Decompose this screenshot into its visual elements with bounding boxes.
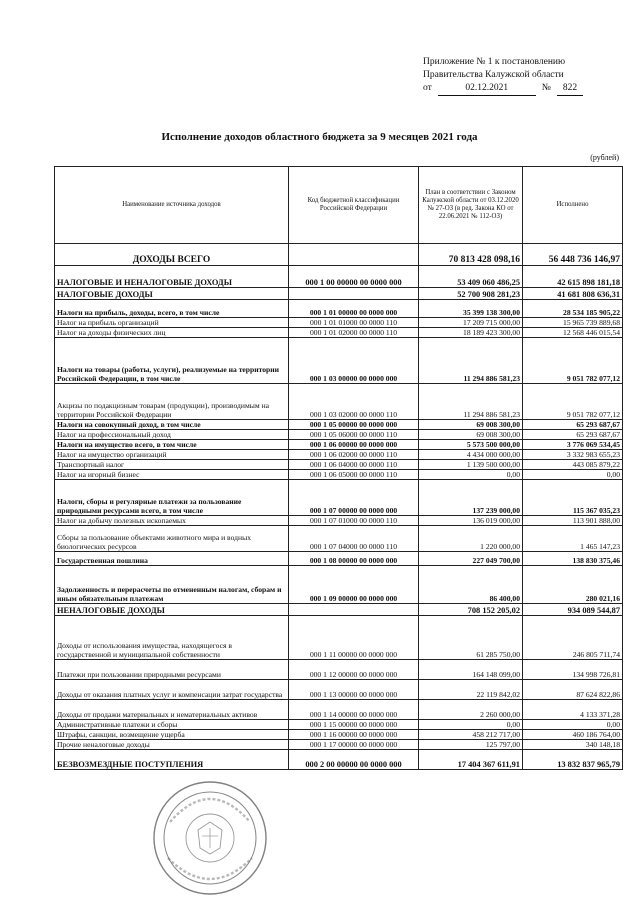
row-code (289, 604, 419, 616)
row-name: Государственная пошлина (55, 552, 289, 566)
row-code: 000 1 16 00000 00 0000 000 (289, 730, 419, 740)
row-exec: 246 805 711,74 (523, 616, 623, 660)
row-code: 000 1 03 02000 00 0000 110 (289, 384, 419, 420)
row-code: 000 1 01 02000 00 0000 110 (289, 328, 419, 338)
row-name: НАЛОГОВЫЕ ДОХОДЫ (55, 288, 289, 300)
row-plan: 86 400,00 (419, 566, 523, 604)
row-name: БЕЗВОЗМЕЗДНЫЕ ПОСТУПЛЕНИЯ (55, 750, 289, 770)
row-exec: 3 332 983 655,23 (523, 450, 623, 460)
table-row (55, 460, 623, 470)
row-exec: 56 448 736 146,97 (523, 244, 623, 266)
approval-line-1: Приложение № 1 к постановлению (423, 57, 566, 67)
row-plan: 708 152 205,02 (419, 604, 523, 616)
table-row (55, 616, 623, 660)
row-plan: 458 212 717,00 (419, 730, 523, 740)
row-name: Налог на прибыль организаций (55, 318, 289, 328)
units-label: (рублей) (590, 153, 619, 162)
table-row (55, 750, 623, 770)
table-row (55, 516, 623, 526)
row-plan: 69 008 300,00 (419, 430, 523, 440)
row-plan: 227 049 700,00 (419, 552, 523, 566)
row-exec: 934 089 544,87 (523, 604, 623, 616)
row-code: 000 1 01 01000 00 0000 110 (289, 318, 419, 328)
revenue-table (54, 166, 623, 770)
row-code: 000 1 01 00000 00 0000 000 (289, 300, 419, 318)
row-name: Доходы от использования имущества, находящегося в государственной и муниципальной собственности (55, 616, 289, 660)
row-name: Платежи при пользовании природными ресурсами (55, 660, 289, 680)
row-exec: 9 051 782 077,12 (523, 384, 623, 420)
row-exec: 115 367 035,23 (523, 480, 623, 516)
row-name: ДОХОДЫ ВСЕГО (55, 244, 289, 266)
row-plan: 164 148 099,00 (419, 660, 523, 680)
row-code: 000 1 08 00000 00 0000 000 (289, 552, 419, 566)
table-row (55, 740, 623, 750)
row-code: 000 1 00 00000 00 0000 000 (289, 266, 419, 288)
row-name: Административные платежи и сборы (55, 720, 289, 730)
row-code: 000 1 06 04000 00 0000 110 (289, 460, 419, 470)
document-title: Исполнение доходов областного бюджета за 9 месяцев 2021 года (161, 131, 478, 143)
column-header-exec: Исполнено (523, 167, 623, 244)
row-plan: 61 285 750,00 (419, 616, 523, 660)
row-code: 000 1 03 00000 00 0000 000 (289, 338, 419, 384)
row-name: Налоги на совокупный доход, в том числе (55, 420, 289, 430)
row-exec: 12 568 446 015,54 (523, 328, 623, 338)
row-code: 000 1 14 00000 00 0000 000 (289, 700, 419, 720)
row-name: Сборы за пользование объектами животного мира и водных биологических ресурсов (55, 526, 289, 552)
row-plan: 22 119 842,02 (419, 680, 523, 700)
row-exec: 340 148,18 (523, 740, 623, 750)
row-name: Налоги на товары (работы, услуги), реализуемые на территории Российской Федерации, в том числе (55, 338, 289, 384)
row-code: 000 1 12 00000 00 0000 000 (289, 660, 419, 680)
table-header-row (55, 167, 623, 244)
row-code: 000 1 06 05000 00 0000 110 (289, 470, 419, 480)
row-plan: 137 239 000,00 (419, 480, 523, 516)
row-code: 000 1 13 00000 00 0000 000 (289, 680, 419, 700)
row-plan: 17 404 367 611,91 (419, 750, 523, 770)
row-exec: 9 051 782 077,12 (523, 338, 623, 384)
row-code: 000 1 17 00000 00 0000 000 (289, 740, 419, 750)
table-row (55, 430, 623, 440)
approval-date: 02.12.2021 (438, 82, 536, 96)
row-exec: 41 681 808 636,31 (523, 288, 623, 300)
row-code: 000 1 06 02000 00 0000 110 (289, 450, 419, 460)
row-plan: 5 573 500 000,00 (419, 440, 523, 450)
table-row (55, 680, 623, 700)
row-plan: 35 399 138 300,00 (419, 300, 523, 318)
row-code: 000 1 05 06000 00 0000 110 (289, 430, 419, 440)
column-header-code: Код бюджетной классификации Российской Федерации (289, 167, 419, 244)
row-code: 000 1 05 00000 00 0000 000 (289, 420, 419, 430)
row-plan: 52 700 908 281,23 (419, 288, 523, 300)
official-seal (150, 778, 270, 898)
table-row (55, 604, 623, 616)
row-name: Налог на имущество организаций (55, 450, 289, 460)
row-name: Налоги на прибыль, доходы, всего, в том числе (55, 300, 289, 318)
table-row (55, 480, 623, 516)
row-exec: 28 534 185 905,22 (523, 300, 623, 318)
table-row (55, 288, 623, 300)
table-body (55, 244, 623, 770)
table-row (55, 266, 623, 288)
row-plan: 70 813 428 098,16 (419, 244, 523, 266)
row-exec: 4 133 371,28 (523, 700, 623, 720)
table-row (55, 300, 623, 318)
row-plan: 0,00 (419, 720, 523, 730)
approval-date-line (423, 82, 623, 96)
row-code: 000 1 15 00000 00 0000 000 (289, 720, 419, 730)
column-header-plan: План в соответствии с Законом Калужской области от 03.12.2020 № 27-ОЗ (в ред. Закона КО от 22.06.2021 № 112-ОЗ) (419, 167, 523, 244)
row-exec: 280 021,16 (523, 566, 623, 604)
row-name: НАЛОГОВЫЕ И НЕНАЛОГОВЫЕ ДОХОДЫ (55, 266, 289, 288)
table-row (55, 526, 623, 552)
row-plan: 136 019 000,00 (419, 516, 523, 526)
row-plan: 4 434 000 000,00 (419, 450, 523, 460)
row-name: Прочие неналоговые доходы (55, 740, 289, 750)
row-code: 000 1 07 01000 00 0000 110 (289, 516, 419, 526)
number-label: № (541, 83, 551, 93)
row-name: Задолженность и перерасчеты по отмененным налогам, сборам и иным обязательным платежам (55, 566, 289, 604)
row-name: Доходы от оказания платных услуг и компенсации затрат государства (55, 680, 289, 700)
row-code (289, 244, 419, 266)
row-plan: 11 294 886 581,23 (419, 384, 523, 420)
row-exec: 113 901 888,00 (523, 516, 623, 526)
row-plan: 1 139 500 000,00 (419, 460, 523, 470)
approval-number: 822 (557, 82, 583, 96)
row-exec: 1 465 147,23 (523, 526, 623, 552)
row-code: 000 1 07 00000 00 0000 000 (289, 480, 419, 516)
table-row (55, 730, 623, 740)
row-exec: 13 832 837 965,79 (523, 750, 623, 770)
row-exec: 0,00 (523, 470, 623, 480)
row-name: Налоги, сборы и регулярные платежи за пользование природными ресурсами всего, в том числе (55, 480, 289, 516)
row-code: 000 2 00 00000 00 0000 000 (289, 750, 419, 770)
row-exec: 460 186 764,00 (523, 730, 623, 740)
row-code: 000 1 07 04000 00 0000 110 (289, 526, 419, 552)
approval-line-2: Правительства Калужской области (423, 70, 564, 80)
row-name: Налог на добычу полезных ископаемых (55, 516, 289, 526)
row-name: Налог на профессиональный доход (55, 430, 289, 440)
table-row (55, 700, 623, 720)
row-exec: 138 830 375,46 (523, 552, 623, 566)
row-name: Налоги на имущество всего, в том числе (55, 440, 289, 450)
table-row (55, 384, 623, 420)
row-name: Доходы от продажи материальных и нематериальных активов (55, 700, 289, 720)
row-exec: 3 776 069 534,45 (523, 440, 623, 450)
row-name: НЕНАЛОГОВЫЕ ДОХОДЫ (55, 604, 289, 616)
table-row (55, 720, 623, 730)
row-code (289, 288, 419, 300)
table-row (55, 552, 623, 566)
row-code: 000 1 06 00000 00 0000 000 (289, 440, 419, 450)
row-code: 000 1 11 00000 00 0000 000 (289, 616, 419, 660)
table-row (55, 470, 623, 480)
table-row (55, 450, 623, 460)
column-header-name: Наименование источника доходов (55, 167, 289, 244)
row-exec: 65 293 687,67 (523, 430, 623, 440)
row-name: Налог на доходы физических лиц (55, 328, 289, 338)
from-label: от (423, 83, 432, 93)
row-plan: 17 209 715 000,00 (419, 318, 523, 328)
row-exec: 0,00 (523, 720, 623, 730)
table-row (55, 660, 623, 680)
row-exec: 42 615 898 181,18 (523, 266, 623, 288)
approval-header (423, 56, 623, 96)
row-exec: 87 624 822,86 (523, 680, 623, 700)
row-plan: 2 260 000,00 (419, 700, 523, 720)
table-row (55, 328, 623, 338)
row-plan: 11 294 886 581,23 (419, 338, 523, 384)
row-name: Транспортный налог (55, 460, 289, 470)
table-row (55, 244, 623, 266)
row-name: Налог на игорный бизнес (55, 470, 289, 480)
row-code: 000 1 09 00000 00 0000 000 (289, 566, 419, 604)
row-exec: 443 085 879,22 (523, 460, 623, 470)
row-plan: 69 008 300,00 (419, 420, 523, 430)
row-plan: 53 409 060 486,25 (419, 266, 523, 288)
row-plan: 18 189 423 300,00 (419, 328, 523, 338)
row-name: Акцизы по подакцизным товарам (продукции), производимым на территории Российской Федерации (55, 384, 289, 420)
row-plan: 0,00 (419, 470, 523, 480)
row-plan: 1 220 000,00 (419, 526, 523, 552)
row-plan: 125 797,00 (419, 740, 523, 750)
table-row (55, 440, 623, 450)
table-row (55, 318, 623, 328)
table-row (55, 420, 623, 430)
row-exec: 65 293 687,67 (523, 420, 623, 430)
table-row (55, 338, 623, 384)
row-exec: 15 965 739 889,68 (523, 318, 623, 328)
table-row (55, 566, 623, 604)
row-name: Штрафы, санкции, возмещение ущерба (55, 730, 289, 740)
row-exec: 134 998 726,81 (523, 660, 623, 680)
